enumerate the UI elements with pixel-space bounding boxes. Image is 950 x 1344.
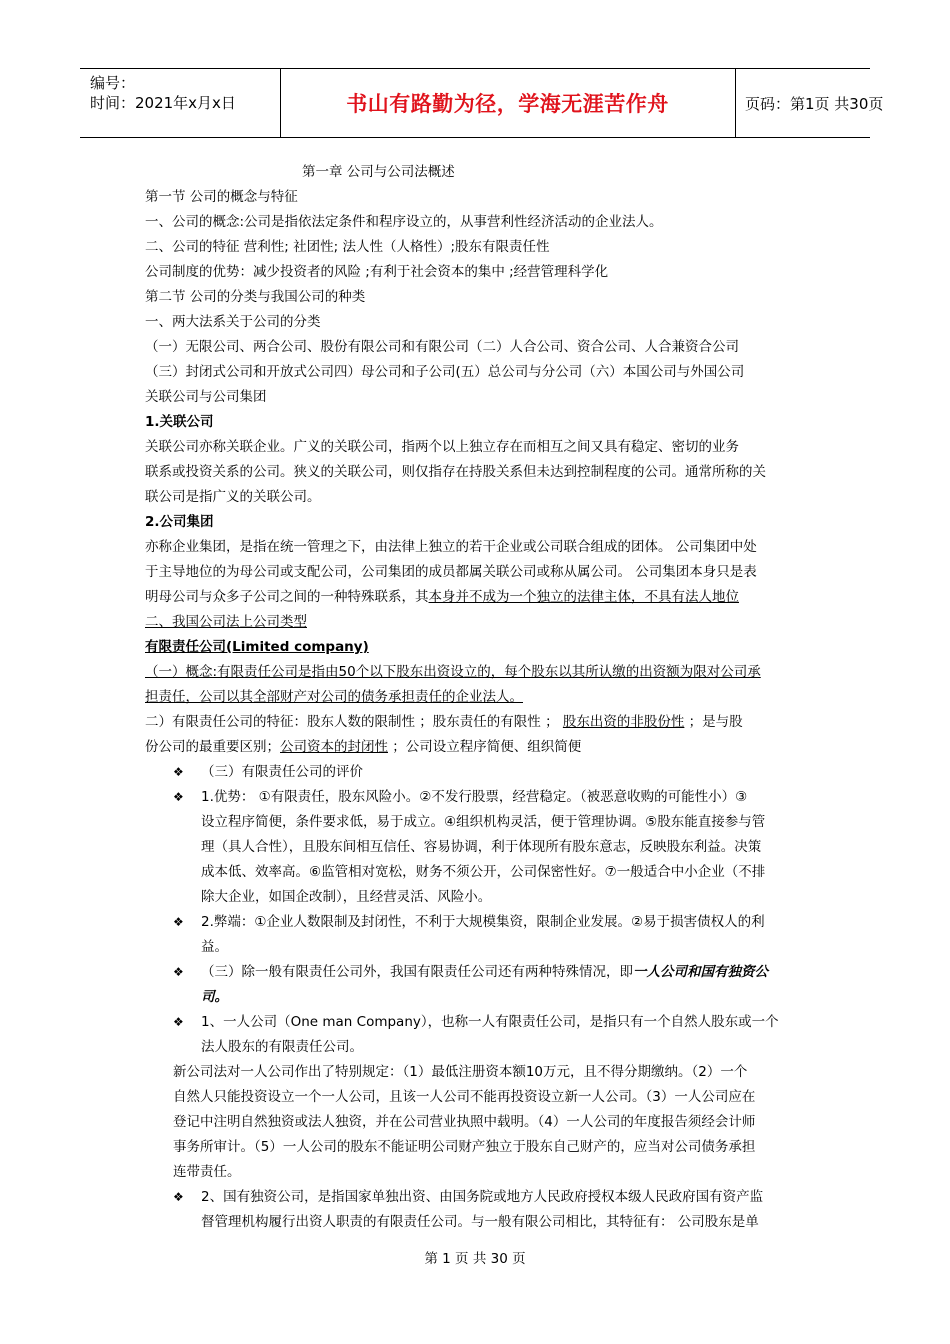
document-number-label: 编号： [90, 74, 136, 92]
text-line: 2.弊端：①企业人数限制及封闭性，不利于大规模集资，限制企业发展。②易于损害债权人的利 [201, 914, 765, 930]
text-segment: ；是与股 [684, 714, 743, 730]
header-page-code: 页码：第1页 共30页 [745, 94, 884, 113]
text-line: 1、一人公司（One man Company），也称一人有限责任公司，是指只有一个自然人股东或一个 [201, 1014, 779, 1030]
text-line: 法人股东的有限责任公司。 [201, 1039, 363, 1055]
text-line: （一）无限公司、两合公司、股份有限公司和有限公司（二）人合公司、资合公司、人合兼资合公司 [145, 339, 739, 355]
text-line [145, 712, 743, 732]
text-line: 1.优势： ①有限责任，股东风险小。②不发行股票，经营稳定。（被恶意收购的可能性小）③ [201, 789, 748, 805]
header-page-cell [735, 69, 884, 137]
header-motto: 书山有路勤为径，学海无涯苦作舟 [346, 92, 669, 116]
underlined-text: 股东出资的非股份性 [562, 714, 685, 730]
text-line: 二、公司的特征 营利性; 社团性; 法人性（人格性）;股东有限责任性 [145, 239, 550, 255]
underlined-heading: 二、我国公司法上公司类型 [145, 614, 307, 630]
underlined-text: （一）概念:有限责任公司是指由50个以下股东出资设立的，每个股东以其所认缴的出资额为限对公司承 [145, 664, 761, 680]
header-motto-cell [280, 69, 736, 137]
text-segment: 二）有限责任公司的特征：股东人数的限制性 ；股东责任的有限性 ； [145, 714, 563, 730]
text-line: 一、两大法系关于公司的分类 [145, 314, 321, 330]
emphasis-text: 司。 [201, 989, 228, 1005]
bullet-icon: ❖ [173, 965, 184, 979]
text-line: 登记中注明自然独资或法人独资，并在公司营业执照中载明。（4）一人公司的年度报告须经会计师 [173, 1114, 756, 1130]
text-segment: 明母公司与众多子公司之间的一种特殊联系，其 [145, 589, 429, 605]
text-line: 联公司是指广义的关联公司。 [145, 489, 321, 505]
bullet-icon: ❖ [173, 915, 184, 929]
text-line: 关联公司与公司集团 [145, 389, 267, 405]
emphasis-text: 一人公司和国有独资公 [633, 964, 768, 980]
text-line: 理（具人合性），且股东间相互信任、容易协调，利于体现所有股东意志，反映股东利益。决策 [201, 839, 762, 855]
text-line: 自然人只能投资设立一个一人公司，且该一人公司不能再投资设立新一人公司。（3）一人公司应在 [173, 1089, 756, 1105]
section-heading: 第二节 公司的分类与我国公司的种类 [145, 289, 366, 305]
text-line [145, 587, 739, 607]
underlined-text: 担责任，公司以其全部财产对公司的债务承担责任的企业法人。 [145, 689, 523, 705]
chapter-title: 第一章 公司与公司法概述 [302, 164, 455, 180]
underlined-text: 公司资本的封闭性 [280, 739, 388, 755]
page-header [80, 68, 884, 138]
text-line: 连带责任。 [173, 1164, 241, 1180]
text-line: 除大企业，如国企改制），且经营灵活、风险小。 [201, 889, 492, 905]
bullet-icon: ❖ [173, 790, 184, 804]
subheading: 2.公司集团 [145, 514, 214, 530]
underlined-heading: 有限责任公司(Limited company) [145, 639, 369, 655]
text-line: （三）封闭式公司和开放式公司四）母公司和子公司(五）总公司与分公司（六）本国公司与外国公司 [145, 364, 745, 380]
text-line: 设立程序简便，条件要求低，易于成立。④组织机构灵活，便于管理协调。⑤股东能直接参与管 [201, 814, 766, 830]
text-line: 亦称企业集团，是指在统一管理之下，由法律上独立的若干企业或公司联合组成的团体。 公司集团中处 [145, 539, 757, 555]
text-line: 联系或投资关系的公司。狭义的关联公司，则仅指存在持股关系但未达到控制程度的公司。通常所称的关 [145, 464, 766, 480]
text-line: 关联公司亦称关联企业。广义的关联公司，指两个以上独立存在而相互之间又具有稳定、密切的业务 [145, 439, 739, 455]
section-heading: 第一节 公司的概念与特征 [145, 189, 298, 205]
text-segment: （三）除一般有限责任公司外，我国有限责任公司还有两种特殊情况，即 [201, 964, 633, 980]
page-footer: 第 1 页 共 30 页 [424, 1251, 526, 1267]
underlined-text: 本身并不成为一个独立的法律主体，不具有法人地位 [428, 589, 739, 605]
document-date-label: 时间：2021年x月x日 [90, 94, 236, 112]
text-line: 于主导地位的为母公司或支配公司，公司集团的成员都属关联公司或称从属公司。 公司集团本身只是表 [145, 564, 757, 580]
text-segment: 份公司的最重要区别； [145, 739, 280, 755]
text-line [145, 737, 581, 757]
text-line: 益。 [201, 939, 228, 955]
bullet-icon: ❖ [173, 1015, 184, 1029]
text-line: （三）有限责任公司的评价 [201, 764, 363, 780]
text-segment: ；公司设立程序简便、组织简便 [388, 739, 582, 755]
text-line: 督管理机构履行出资人职责的有限责任公司。与一般有限公司相比，其特征有： 公司股东是单 [201, 1214, 759, 1230]
text-line: 公司制度的优势：减少投资者的风险 ;有利于社会资本的集中 ;经营管理科学化 [145, 264, 609, 280]
text-line [201, 962, 768, 982]
text-line: 成本低、效率高。⑥监管相对宽松，财务不须公开，公司保密性好。⑦一般适合中小企业（不排 [201, 864, 766, 880]
subheading: 1.关联公司 [145, 414, 214, 430]
bullet-icon: ❖ [173, 1190, 184, 1204]
header-info-cell [80, 69, 281, 137]
text-line: 新公司法对一人公司作出了特别规定：（1）最低注册资本额10万元，且不得分期缴纳。（2）一个 [173, 1064, 748, 1080]
text-line: 2、国有独资公司，是指国家单独出资、由国务院或地方人民政府授权本级人民政府国有资产监 [201, 1189, 764, 1205]
text-line: 一、公司的概念:公司是指依法定条件和程序设立的，从事营利性经济活动的企业法人。 [145, 214, 663, 230]
text-line: 事务所审计。（5）一人公司的股东不能证明公司财产独立于股东自己财产的，应当对公司债务承担 [173, 1139, 756, 1155]
bullet-icon: ❖ [173, 765, 184, 779]
